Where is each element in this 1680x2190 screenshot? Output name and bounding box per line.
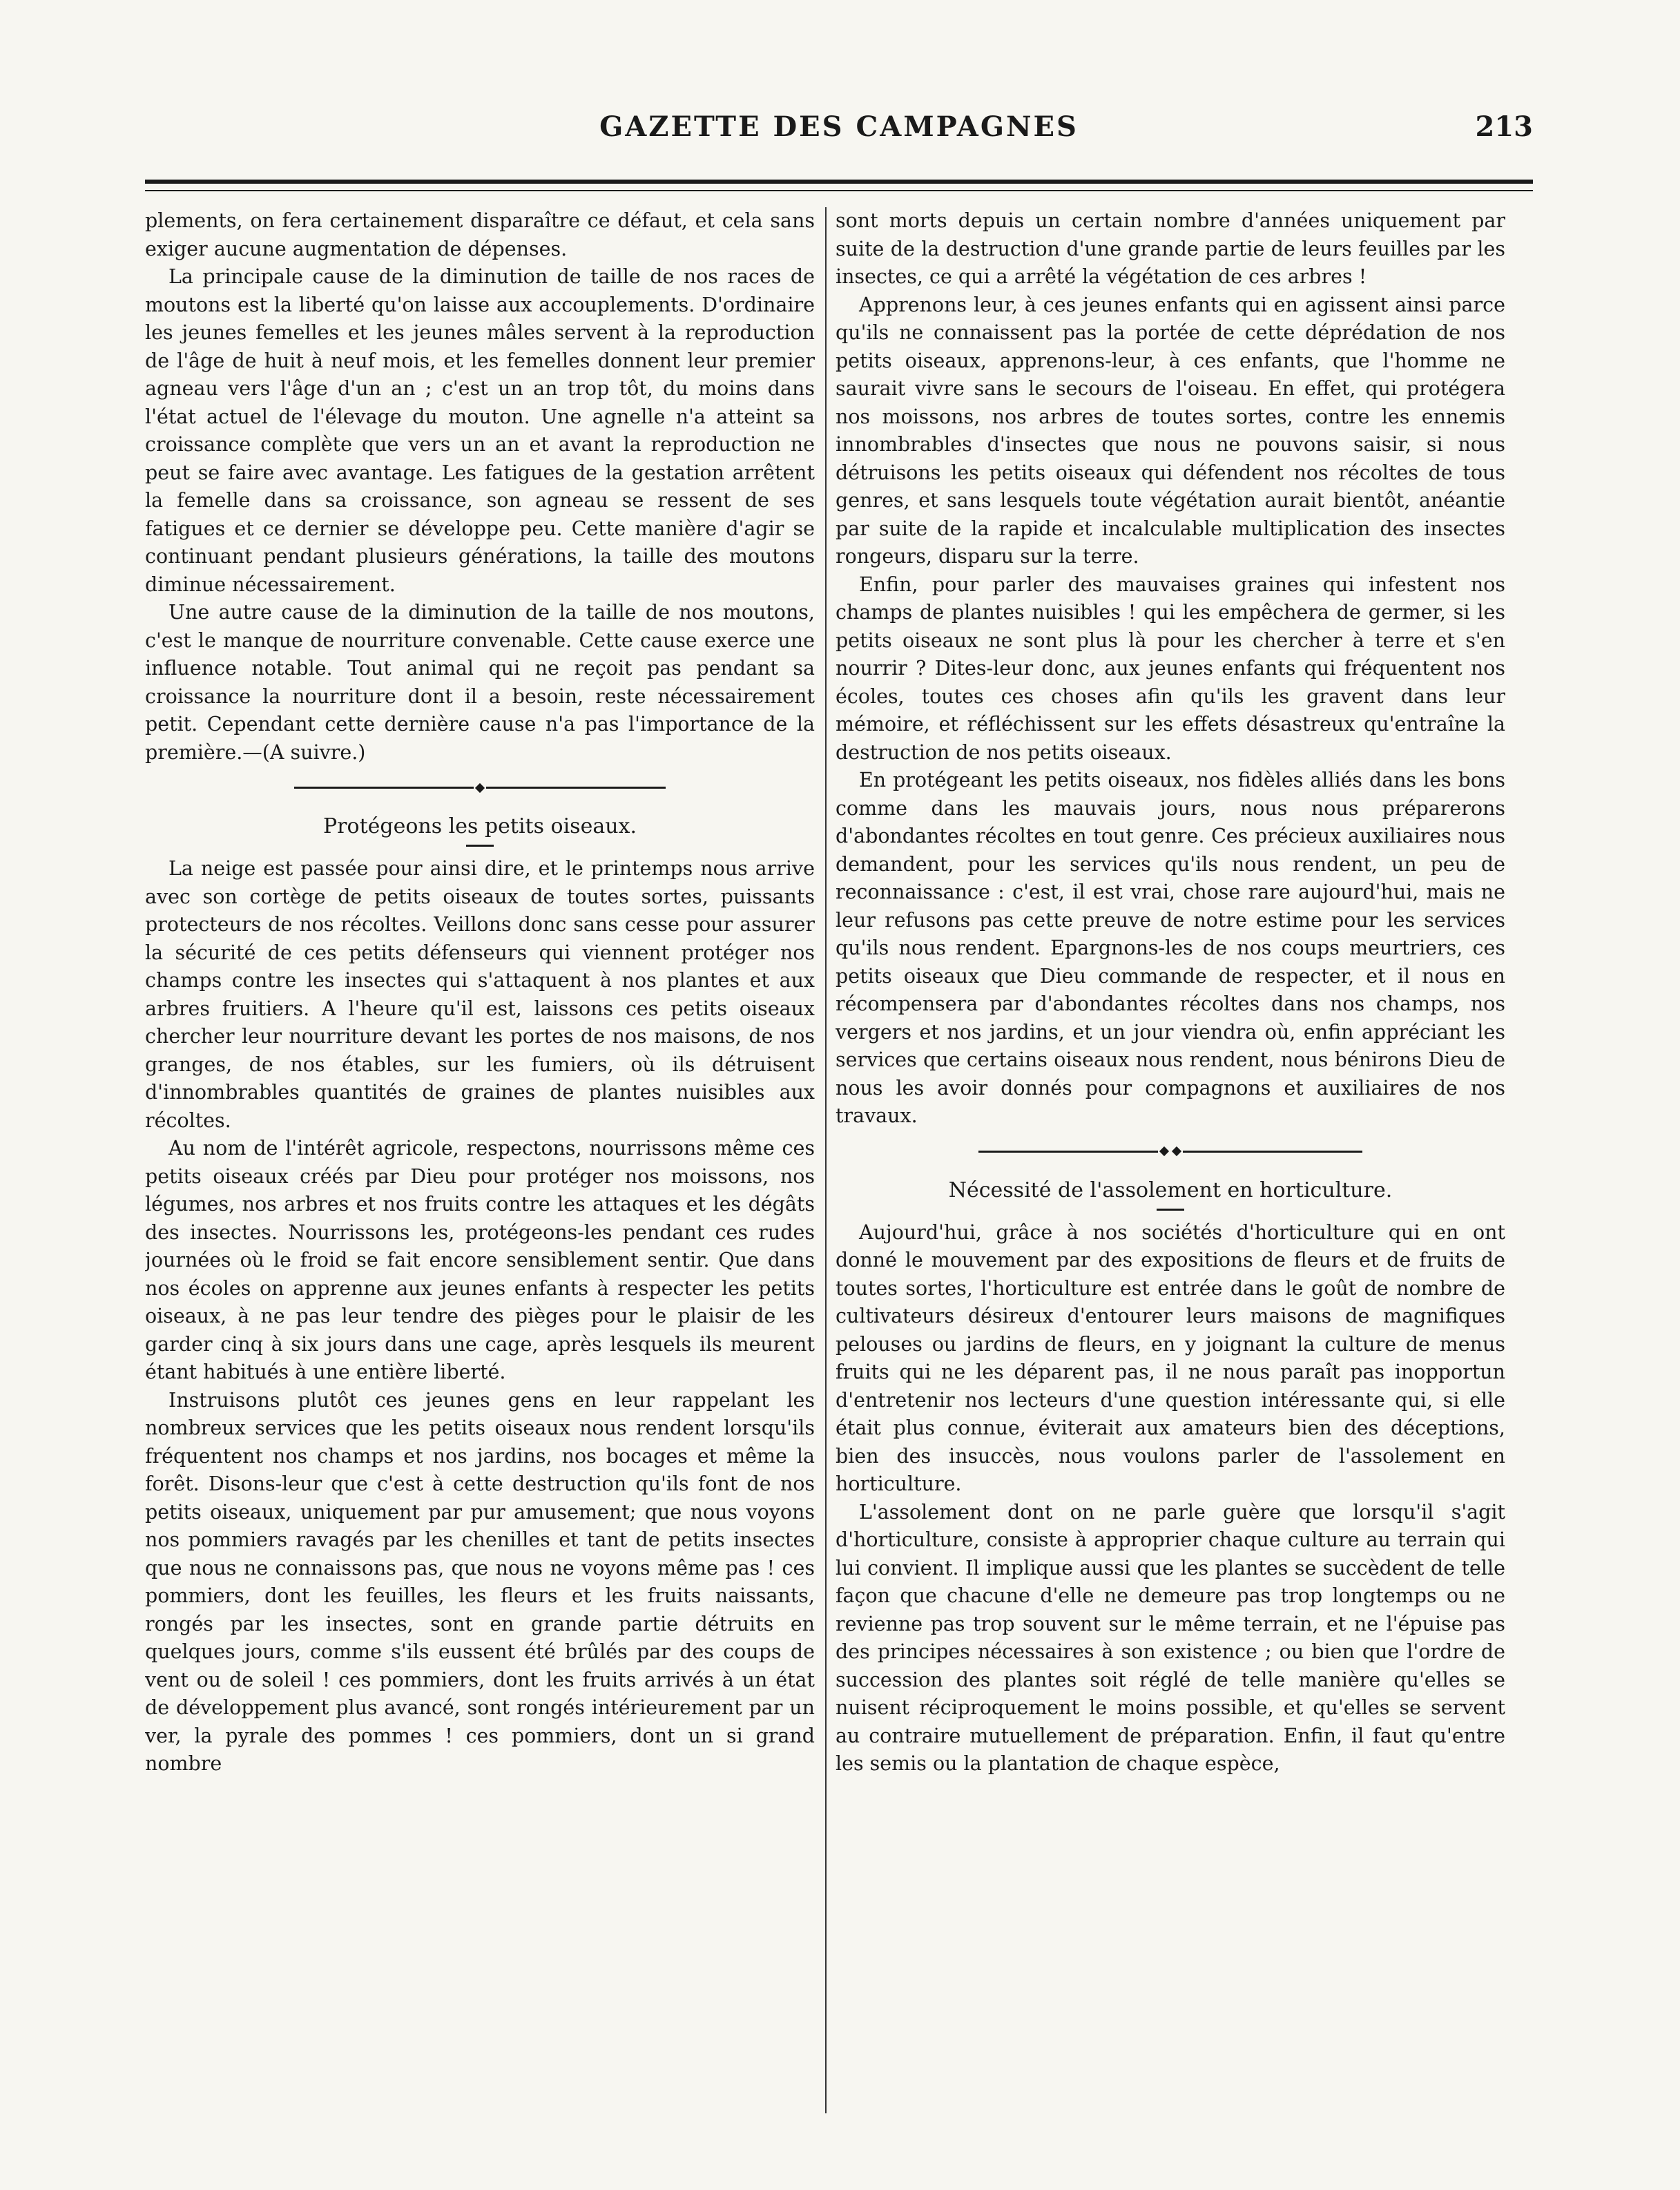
paragraph: Aujourd'hui, grâce à nos sociétés d'horticulture qui en ont donné le mouvement par des expositions de fleurs et de fruits de toutes sortes, l'horticulture est entrée dans le goût de nombre de cultivateurs désireux d'entourer leurs maisons de magnifiques pelouses ou jardins de fleurs, en y joignant la culture de menus fruits qui ne les déparent pas, il ne nous paraît pas inopportun d'entretenir nos lecteurs d'une question intéressante qui, si elle était plus connue, éviterait aux amateurs bien des déceptions, bien des insuccès, nous voulons parler de l'assolement en horticulture. <box>836 1220 1505 1495</box>
column-divider <box>825 207 827 2113</box>
section-title: Protégeons les petits oiseaux. <box>322 814 637 838</box>
paragraph: Apprenons leur, à ces jeunes enfants qui en agissent ainsi parce qu'ils ne connaissent pas la portée de cette déprédation de nos petits oiseaux, apprenons-leur, à ces enfants, que l'homme ne saurait vivre sans le secours de l'oiseau. En effet, qui protégera nos moissons, nos arbres de toutes sortes, contre les ennemis innombrables d'insectes que nous ne pouvons saisir, si nous détruisons les petits oiseaux qui défendent nos récoltes de tous genres, et sans lesquels toute végétation aurait bientôt, anéantie par suite de la rapide et incalculable multiplication des insectes rongeurs, disparu sur la terre. <box>836 293 1505 568</box>
paragraph: sont morts depuis un certain nombre d'années uniquement par suite de la destruction d'une grande partie de leurs feuilles par les insectes, ce qui a arrêté la végétation de ces arbres ! <box>836 209 1505 288</box>
left-column <box>145 207 815 2134</box>
header-rule-thin <box>145 190 1533 191</box>
title-dash <box>1157 1209 1184 1211</box>
paragraph: Instruisons plutôt ces jeunes gens en leur rappelant les nombreux services que les petits oiseaux nous rendent lorsqu'ils fréquentent nos champs et nos jardins, nos bocages et même la forêt. Disons-leur que c'est à cette destruction qu'ils font de nos petits oiseaux, uniquement par pur amusement; que nous voyons nos pommiers ravagés par les chenilles et tant de petits insectes que nous ne connaissons pas, que nous ne voyons même pas ! ces pommiers, dont les feuilles, les fleurs et les fruits naissants, rongés par les insectes, sont en grande partie détruits en quelques jours, comme s'ils eussent été brûlés par des coups de vent ou de soleil ! ces pommiers, dont les fruits arrivés à un état de développement plus avancé, sont rongés intérieurement par un ver, la pyrale des pommes ! ces pommiers, dont un si grand nombre <box>145 1388 815 1775</box>
newspaper-page <box>145 97 1533 2134</box>
page-header <box>145 97 1533 152</box>
right-column <box>836 207 1505 2134</box>
section-separator <box>145 780 815 794</box>
paragraph: L'assolement dont on ne parle guère que lorsqu'il s'agit d'horticulture, consiste à approprier chaque culture au terrain qui lui convient. Il implique aussi que les plantes se succèdent de telle façon que chacune d'elle ne demeure pas trop longtemps ou ne revienne pas trop souvent sur le même terrain, et ne l'épuise pas des principes nécessaires à son existence ; ou bien que l'ordre de succession des plantes soit réglé de telle manière qu'elles se nuisent réciproquement le moins possible, et qu'elles se servent au contraire mutuellement de préparation. Enfin, il faut qu'entre les semis ou la plantation de chaque espèce, <box>836 1500 1505 1775</box>
publication-title: GAZETTE DES CAMPAGNES <box>599 111 1079 143</box>
paragraph: plements, on fera certainement disparaître ce défaut, et cela sans exiger aucune augmentation de dépenses. <box>145 209 815 260</box>
paragraph: En protégeant les petits oiseaux, nos fidèles alliés dans les bons comme dans les mauvais jours, nous nous préparerons d'abondantes récoltes en tout genre. Ces précieux auxiliaires nous demandent, pour les services qu'ils nous rendent, un peu de reconnaissance : c'est, il est vrai, chose rare aujourd'hui, mais ne leur refusons pas cette preuve de notre estime pour les services qu'ils nous rendent. Epargnons-les de nos coups meurtriers, ces petits oiseaux que Dieu commande de respecter, et il nous en récompensera par d'abondantes récoltes dans nos champs, nos vergers et nos jardins, et un jour viendra où, enfin appréciant les services que certains oiseaux nous rendent, nous bénirons Dieu de nous les avoir donnés pour compagnons et auxiliaires de nos travaux. <box>836 769 1505 1127</box>
paragraph: Une autre cause de la diminution de la taille de nos moutons, c'est le manque de nourriture convenable. Cette cause exerce une influence notable. Tout animal qui ne reçoit pas pendant sa croissance la nourriture dont il a besoin, reste nécessairement petit. Cependant cette dernière cause n'a pas l'importance de la première.—(A suivre.) <box>145 601 815 764</box>
paragraph: Enfin, pour parler des mauvaises graines qui infestent nos champs de plantes nuisibles ! qui les empêchera de germer, si les petits oiseaux ne sont plus là pour les chercher à terre et s'en nourrir ? Dites-leur donc, aux jeunes enfants qui fréquentent nos écoles, toutes ces choses afin qu'ils les gravent dans leur mémoire, et réfléchissent sur les effets désastreux qu'entraîne la destruction de nos petits oiseaux. <box>836 573 1505 764</box>
title-dash <box>466 845 494 847</box>
page-number: 213 <box>1475 111 1533 143</box>
header-rule-thick <box>145 180 1533 184</box>
article-columns <box>145 207 1533 2134</box>
paragraph: La principale cause de la diminution de taille de nos races de moutons est la liberté qu'on laisse aux accouplements. D'ordinaire les jeunes femelles et les jeunes mâles servent à la reproduction de l'âge de huit à neuf mois, et les femelles donnent leur premier agneau vers l'âge d'un an ; c'est un an trop tôt, du moins dans l'état actuel de l'élevage du mouton. Une agnelle n'a atteint sa croissance complète que vers un an et avant la reproduction ne peut se faire avec avantage. Les fatigues de la gestation arrêtent la femelle dans sa croissance, son agneau se ressent de ses fatigues et ce dernier se développe peu. Cette manière d'agir se continuant pendant plusieurs générations, la taille des moutons diminue nécessairement. <box>145 265 815 596</box>
section-separator <box>836 1144 1505 1158</box>
section-title: Nécessité de l'assolement en horticulture. <box>948 1178 1393 1202</box>
paragraph: La neige est passée pour ainsi dire, et le printemps nous arrive avec son cortège de petits oiseaux de toutes sortes, puissants protecteurs de nos récoltes. Veillons donc sans cesse pour assurer la sécurité de ces petits défenseurs qui viennent protéger nos champs contre les insectes qui s'attaquent à nos plantes et aux arbres fruitiers. A l'heure qu'il est, laissons ces petits oiseaux chercher leur nourriture devant les portes de nos maisons, de nos granges, de nos étables, sur les fumiers, où ils détruisent d'innombrables quantités de graines de plantes nuisibles aux récoltes. <box>145 857 815 1132</box>
paragraph: Au nom de l'intérêt agricole, respectons, nourrissons même ces petits oiseaux créés par Dieu pour protéger nos moissons, nos légumes, nos arbres et nos fruits contre les attaques et les dégâts des insectes. Nourrissons les, protégeons-les pendant ces rudes journées où le froid se fait encore sensiblement sentir. Que dans nos écoles on apprenne aux jeunes enfants à respecter les petits oiseaux, à ne pas leur tendre des pièges pour le plaisir de les garder cinq à six jours dans une cage, après lesquels ils meurent étant habitués à une entière liberté. <box>145 1137 815 1383</box>
